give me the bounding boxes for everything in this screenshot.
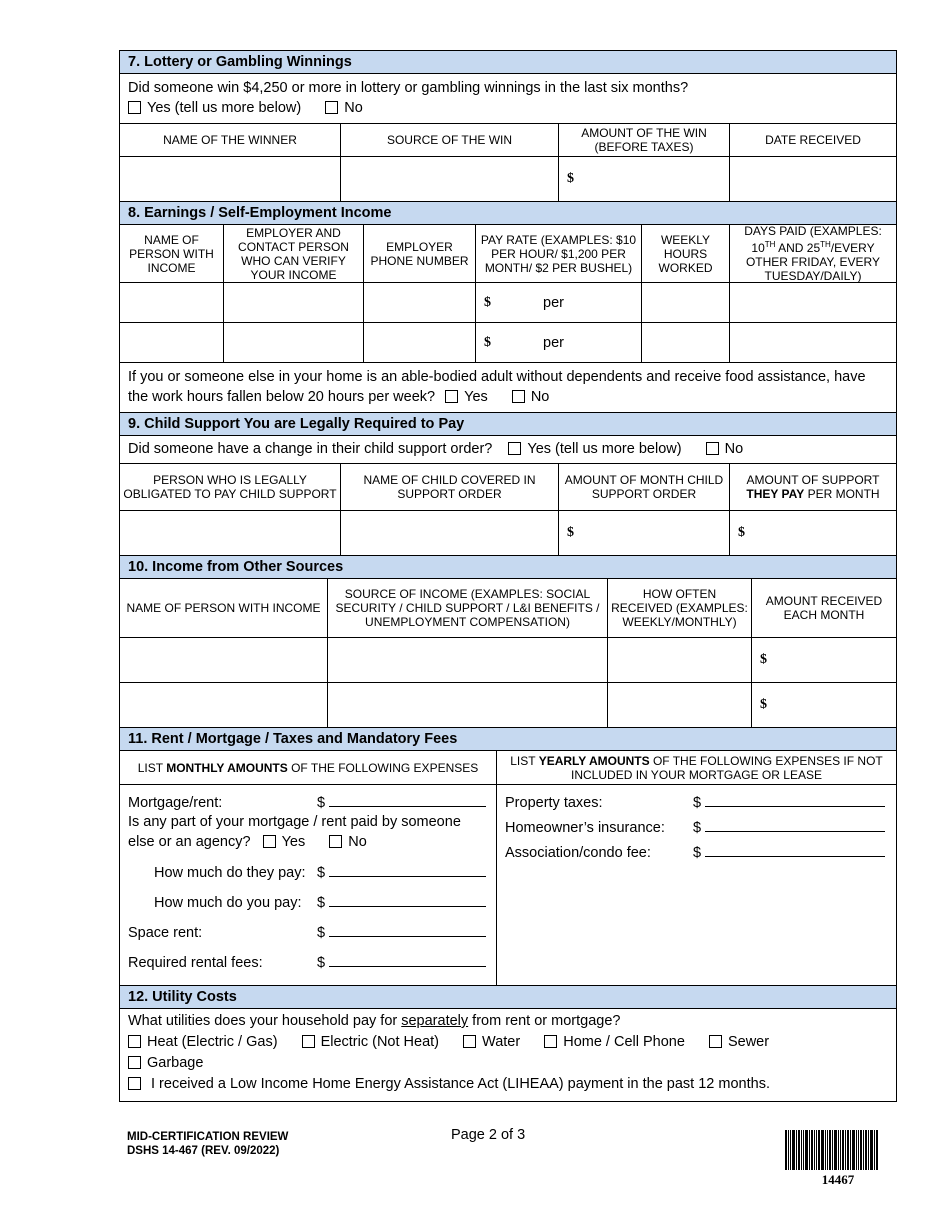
person-income-field[interactable] xyxy=(120,323,224,362)
utilities-question: What utilities does your household pay for separately from rent or mortgage? xyxy=(128,1013,621,1029)
other-income-table-header xyxy=(120,579,896,638)
water-label: Water xyxy=(482,1034,521,1050)
mortgage-paid-question: Is any part of your mortgage / rent paid by someone else or an agency? xyxy=(128,814,461,850)
expense-heads-row xyxy=(120,751,896,785)
col-date-received: DATE RECEIVED xyxy=(765,133,861,147)
section-other-income xyxy=(119,556,897,728)
amount-monthly-field[interactable]: $ xyxy=(760,652,767,667)
mortgage-field[interactable] xyxy=(329,792,486,807)
amount-monthly-field[interactable]: $ xyxy=(760,697,767,712)
utilities-body xyxy=(120,1009,896,1101)
pay-rate-field[interactable]: $ per xyxy=(476,283,642,322)
earnings-table-header xyxy=(120,225,896,283)
they-pay-field[interactable] xyxy=(329,862,486,877)
col-order-amount: AMOUNT OF MONTH CHILD SUPPORT ORDER xyxy=(559,464,730,510)
sewer-label: Sewer xyxy=(727,1034,770,1050)
form-name: MID-CERTIFICATION REVIEW xyxy=(127,1131,289,1143)
child-support-yes-label: Yes (tell us more below) xyxy=(527,441,682,457)
electric-checkbox[interactable] xyxy=(302,1035,315,1048)
abawd-no-checkbox[interactable] xyxy=(512,390,525,403)
win-source-field[interactable] xyxy=(341,157,559,201)
phone-checkbox[interactable] xyxy=(544,1035,557,1048)
how-often-field[interactable] xyxy=(608,683,752,727)
yearly-expenses: Property taxes: $ Homeowner’s insurance: $ Association/condo fee: $ xyxy=(497,785,896,985)
col-income-person: NAME OF PERSON WITH INCOME xyxy=(120,579,328,637)
win-amount-field[interactable] xyxy=(559,157,730,201)
child-support-table-header xyxy=(120,464,896,511)
insurance-label: Homeowner’s insurance: xyxy=(505,820,665,836)
mortgage-paid-yes-checkbox[interactable] xyxy=(263,835,276,848)
mortgage-paid-no-checkbox[interactable] xyxy=(329,835,342,848)
space-rent-label: Space rent: xyxy=(128,925,203,941)
mortgage-paid-yes-label: Yes xyxy=(281,834,306,850)
section-11-title: 11. Rent / Mortgage / Taxes and Mandatory Fees xyxy=(120,728,896,751)
employer-phone-field[interactable] xyxy=(364,283,476,322)
days-paid-field[interactable] xyxy=(730,283,896,322)
employer-contact-field[interactable] xyxy=(224,283,364,322)
income-person-field[interactable] xyxy=(120,638,328,682)
water-checkbox[interactable] xyxy=(463,1035,476,1048)
monthly-expenses: Mortgage/rent: $ Is any part of your mortgage / rent paid by someone else or an agency? Yes No How much do they pay: $ How much do you pay: $ Space rent: $ Required rental fees: $ xyxy=(120,785,497,985)
section-8-title: 8. Earnings / Self-Employment Income xyxy=(120,202,896,225)
section-earnings xyxy=(119,202,897,413)
condo-fee-label: Association/condo fee: xyxy=(505,845,651,861)
amount-they-pay-field[interactable]: $ xyxy=(738,525,745,540)
you-pay-label: How much do you pay: xyxy=(154,895,302,911)
weekly-hours-field[interactable] xyxy=(642,323,730,362)
person-income-field[interactable] xyxy=(120,283,224,322)
you-pay-field[interactable] xyxy=(329,892,486,907)
col-employer-contact: EMPLOYER AND CONTACT PERSON WHO CAN VERIFY YOUR INCOME xyxy=(224,225,364,282)
col-days-paid: DAYS PAID (EXAMPLES: 10TH AND 25TH/EVERY OTHER FRIDAY, EVERY TUESDAY/DAILY) xyxy=(744,224,882,283)
section-lottery xyxy=(119,50,897,202)
abawd-no-label: No xyxy=(530,389,550,405)
col-child-name: NAME OF CHILD COVERED IN SUPPORT ORDER xyxy=(341,464,559,510)
heat-label: Heat (Electric / Gas) xyxy=(147,1034,278,1050)
lottery-yes-checkbox[interactable] xyxy=(128,101,141,114)
lottery-question-row xyxy=(120,74,896,124)
lottery-question: Did someone win $4,250 or more in lottery or gambling winnings in the last six months? xyxy=(128,80,689,96)
they-pay-label: How much do they pay: xyxy=(154,865,306,881)
form-footer-id xyxy=(127,1130,288,1158)
section-12-title: 12. Utility Costs xyxy=(120,986,896,1009)
col-amount-monthly: AMOUNT RECEIVED EACH MONTH xyxy=(765,594,883,622)
mortgage-label: Mortgage/rent: xyxy=(128,795,223,811)
income-source-field[interactable] xyxy=(328,638,608,682)
child-support-question-row xyxy=(120,436,896,464)
child-name-field[interactable] xyxy=(341,511,559,555)
winner-name-field[interactable] xyxy=(120,157,341,201)
section-rent-mortgage xyxy=(119,728,897,986)
form-number: DSHS 14-467 (REV. 09/2022) xyxy=(127,1145,280,1157)
pay-rate-field[interactable]: $ per xyxy=(476,323,642,362)
section-10-title: 10. Income from Other Sources xyxy=(120,556,896,579)
lottery-table-header xyxy=(120,124,896,157)
barcode-icon xyxy=(785,1130,891,1170)
section-child-support xyxy=(119,413,897,556)
property-taxes-label: Property taxes: xyxy=(505,795,603,811)
abawd-yes-checkbox[interactable] xyxy=(445,390,458,403)
mortgage-paid-no-label: No xyxy=(348,834,367,850)
rental-fees-field[interactable] xyxy=(329,952,486,967)
col-win-source: SOURCE OF THE WIN xyxy=(341,124,559,156)
earnings-row-2 xyxy=(120,323,896,363)
col-win-amount: AMOUNT OF THE WIN (BEFORE TAXES) xyxy=(559,124,730,156)
date-received-field[interactable] xyxy=(730,157,896,201)
income-source-field[interactable] xyxy=(328,683,608,727)
liheaa-checkbox[interactable] xyxy=(128,1077,141,1090)
col-how-often: HOW OFTEN RECEIVED (EXAMPLES: WEEKLY/MONTHLY) xyxy=(608,579,752,637)
section-9-title: 9. Child Support You are Legally Required to Pay xyxy=(120,413,896,436)
income-person-field[interactable] xyxy=(120,683,328,727)
garbage-label: Garbage xyxy=(147,1055,204,1071)
other-income-row-1 xyxy=(120,638,896,683)
how-often-field[interactable] xyxy=(608,638,752,682)
col-weekly-hours: WEEKLY HOURS WORKED xyxy=(642,225,730,282)
lottery-no-label: No xyxy=(344,100,363,116)
abawd-yes-label: Yes xyxy=(464,389,488,405)
days-paid-field[interactable] xyxy=(730,323,896,362)
yearly-amounts-head: LIST YEARLY AMOUNTS OF THE FOLLOWING EXPENSES IF NOT INCLUDED IN YOUR MORTGAGE OR LEASE xyxy=(510,753,883,782)
space-rent-field[interactable] xyxy=(329,922,486,937)
heat-checkbox[interactable] xyxy=(128,1035,141,1048)
page-number: Page 2 of 3 xyxy=(451,1127,526,1143)
child-support-question: Did someone have a change in their child support order? xyxy=(128,441,493,457)
form-page xyxy=(119,50,897,1102)
section-7-title: 7. Lottery or Gambling Winnings xyxy=(120,51,896,74)
col-amount-they-pay: AMOUNT OF SUPPORT THEY PAY PER MONTH xyxy=(746,473,880,501)
liheaa-label: I received a Low Income Home Energy Assistance Act (LIHEAA) payment in the past 12 months. xyxy=(151,1076,770,1092)
insurance-field[interactable] xyxy=(705,817,885,832)
lottery-table-row xyxy=(120,157,896,201)
monthly-amounts-head: LIST MONTHLY AMOUNTS OF THE FOLLOWING EXPENSES xyxy=(120,751,497,784)
dollar-sign: $ xyxy=(567,171,574,186)
col-income-source: SOURCE OF INCOME (EXAMPLES: SOCIAL SECURITY / CHILD SUPPORT / L&I BENEFITS / UNEMPLOYMENT COMPENSATION) xyxy=(328,579,608,637)
expense-body-row xyxy=(120,785,896,985)
child-support-no-checkbox[interactable] xyxy=(706,442,719,455)
electric-label: Electric (Not Heat) xyxy=(320,1034,440,1050)
garbage-checkbox[interactable] xyxy=(128,1056,141,1069)
child-support-no-label: No xyxy=(724,441,744,457)
col-winner-name: NAME OF THE WINNER xyxy=(120,124,341,156)
order-amount-field[interactable]: $ xyxy=(559,511,730,555)
weekly-hours-field[interactable] xyxy=(642,283,730,322)
sewer-checkbox[interactable] xyxy=(709,1035,722,1048)
child-support-yes-checkbox[interactable] xyxy=(508,442,521,455)
employer-contact-field[interactable] xyxy=(224,323,364,362)
lottery-no-checkbox[interactable] xyxy=(325,101,338,114)
child-support-table-row xyxy=(120,511,896,555)
employer-phone-field[interactable] xyxy=(364,323,476,362)
other-income-row-2 xyxy=(120,683,896,727)
col-pay-rate: PAY RATE (EXAMPLES: $10 PER HOUR/ $1,200 PER MONTH/ $2 PER BUSHEL) xyxy=(476,225,642,282)
col-obligated-person: PERSON WHO IS LEGALLY OBLIGATED TO PAY CHILD SUPPORT xyxy=(120,464,341,510)
phone-label: Home / Cell Phone xyxy=(563,1034,685,1050)
col-person-income: NAME OF PERSON WITH INCOME xyxy=(120,225,224,282)
barcode-number: 14467 xyxy=(821,1172,855,1187)
lottery-yes-label: Yes (tell us more below) xyxy=(147,100,302,116)
abawd-question-row xyxy=(120,363,896,412)
earnings-row-1 xyxy=(120,283,896,323)
obligated-person-field[interactable] xyxy=(120,511,341,555)
col-employer-phone: EMPLOYER PHONE NUMBER xyxy=(364,225,476,282)
section-utilities xyxy=(119,986,897,1102)
property-taxes-field[interactable] xyxy=(705,792,885,807)
abawd-question: If you or someone else in your home is an able-bodied adult without dependents and receive food assistance, have the work hours fallen below 20 hours per week? xyxy=(128,369,866,405)
condo-fee-field[interactable] xyxy=(705,842,885,857)
rental-fees-label: Required rental fees: xyxy=(128,955,263,971)
